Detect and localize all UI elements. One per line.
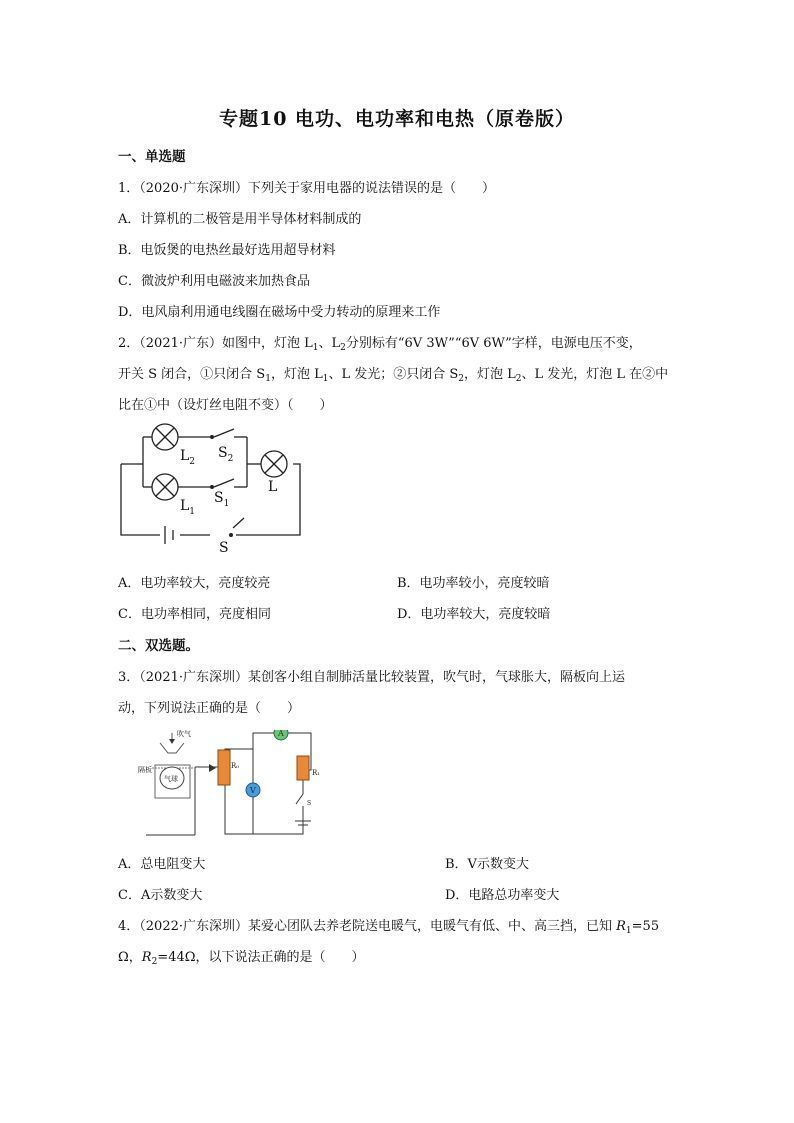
- q1-option-c: C．微波炉利用电磁波来加热食品: [118, 274, 310, 289]
- q1-option-b: B．电饭煲的电热丝最好选用超导材料: [118, 243, 336, 258]
- label-blow: 吹气: [177, 730, 191, 738]
- switch-s1-contact-icon: [210, 485, 214, 489]
- q3-stem-line2: 动，下列说法正确的是（ ）: [118, 701, 301, 716]
- section-heading-double-choice: 二、双选题。: [118, 638, 199, 654]
- label-l1: $L_1$: [180, 498, 196, 517]
- switch-s2-contact-icon: [210, 435, 214, 439]
- label-r1: R₁: [312, 769, 321, 777]
- page-title: 专题10 电功、电功率和电热（原卷版）: [218, 108, 576, 130]
- label-l2: $L_2$: [180, 448, 196, 467]
- q2-option-d: D．电功率较大，亮度较暗: [397, 607, 551, 622]
- slider-arrow-icon: [209, 764, 216, 772]
- q3-stem-line1: 3．（2021·广东深圳）某创客小组自制肺活量比较装置，吹气时，气球胀大，隔板向上运: [118, 670, 625, 685]
- lamp-l2-icon: [152, 424, 178, 450]
- q2-option-c: C．电功率相同，亮度相同: [118, 607, 271, 622]
- q2-stem-line1: 2．（2021·广东）如图中，灯泡 $L_1$、$L_2$分别标有“6V 3W”“6V 6W”字样，电源电压不变，: [118, 336, 642, 353]
- q3-lung-capacity-diagram: [138, 730, 328, 838]
- label-voltmeter: V: [250, 786, 256, 795]
- q1-option-d: D．电风扇利用通电线圈在磁场中受力转动的原理来工作: [118, 305, 441, 320]
- q3-option-a: A．总电阻变大: [118, 857, 206, 872]
- q2-option-b: B．电功率较小，亮度较暗: [397, 576, 550, 591]
- q2-circuit-diagram: [110, 420, 320, 555]
- q1-stem: 1．（2020·广东深圳）下列关于家用电器的说法错误的是（ ）: [118, 181, 495, 196]
- q4-stem-line2: Ω，$R_2=44\Omega$，以下说法正确的是（ ）: [118, 950, 365, 967]
- resistor-r0-icon: [218, 750, 230, 785]
- label-l: L: [268, 479, 278, 495]
- switch-s-contact-icon: [229, 533, 233, 537]
- q2-option-a: A．电功率较大，亮度较亮: [118, 576, 271, 591]
- label-board: 隔板: [138, 766, 152, 774]
- section-heading-single-choice: 一、单选题: [118, 149, 186, 165]
- q3-option-b: B．V示数变大: [445, 857, 529, 872]
- q2-stem-line3: 比在①中（设灯丝电阻不变）（ ）: [118, 398, 333, 413]
- resistor-r1-icon: [297, 756, 309, 780]
- q4-stem-line1: 4．（2022·广东深圳）某爱心团队去养老院送电暖气，电暖气有低、中、高三挡，已知 $R_1=55$: [118, 919, 660, 936]
- label-s: S: [219, 540, 229, 555]
- q3-option-c: C．A示数变大: [118, 888, 203, 903]
- label-r0: R₀: [231, 762, 240, 770]
- airflow-arrow-icon: [169, 739, 175, 744]
- label-balloon: 气球: [164, 775, 178, 783]
- q3-option-d: D．电路总功率变大: [445, 888, 560, 903]
- q2-stem-line2: 开关 S 闭合，①只闭合 $S_1$，灯泡 $L_1$、L 发光；②只闭合 $S_2$，灯泡 $L_2$、L 发光，灯泡 L 在②中: [118, 367, 669, 384]
- label-switch: S: [307, 800, 312, 807]
- label-s2: $S_2$: [218, 445, 234, 464]
- lamp-l-icon: [261, 451, 287, 477]
- lamp-l1-icon: [152, 474, 178, 500]
- q1-option-a: A．计算机的二极管是用半导体材料制成的: [118, 212, 362, 227]
- label-ammeter: A: [278, 730, 284, 738]
- label-s1: $S_1$: [214, 490, 230, 509]
